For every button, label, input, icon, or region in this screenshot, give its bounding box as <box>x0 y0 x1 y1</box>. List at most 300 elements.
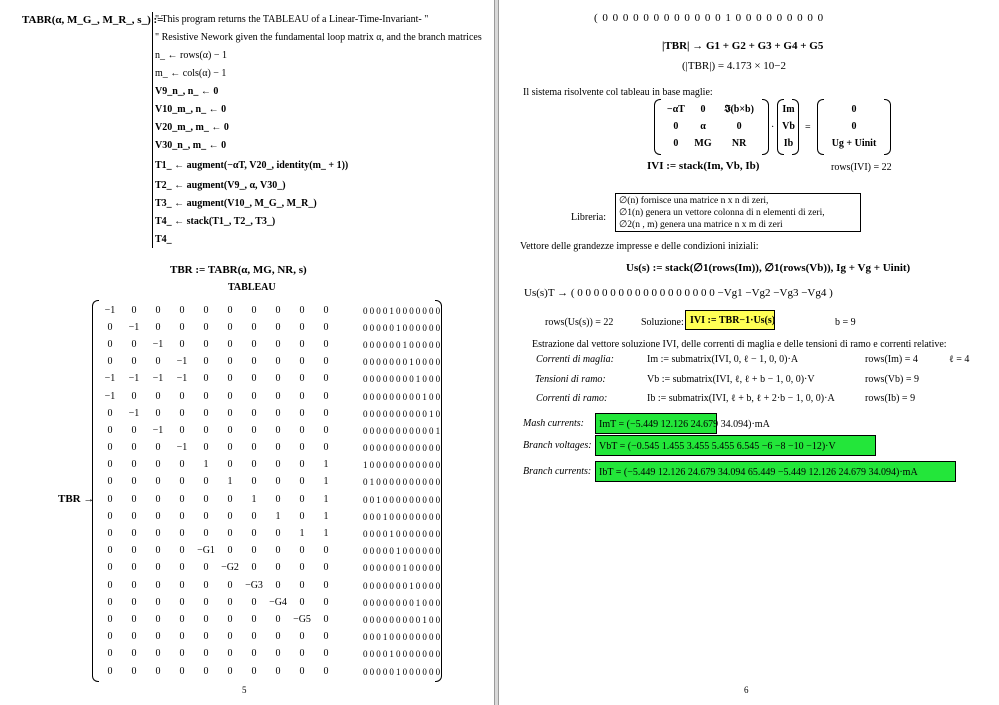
matrix-cell: 0 <box>376 580 381 591</box>
matrix-cell: 0 <box>179 613 185 625</box>
matrix-cell: 0 <box>369 443 375 454</box>
matrix-cell: 0 <box>396 305 401 316</box>
matrix-cell: 0 <box>203 321 209 333</box>
matrix-row <box>98 422 338 439</box>
matrix-cell: 0 <box>376 357 381 368</box>
matrix-cell: 0 <box>402 322 408 333</box>
matrix-cell: 0 <box>363 546 368 557</box>
matrix-cell: 0 <box>131 356 137 368</box>
matrix-cell: −G3 <box>245 579 263 591</box>
matrix-cell: 0 <box>435 357 441 368</box>
matrix-cell: 0 <box>369 408 375 419</box>
matrix-cell: 0 <box>363 632 368 643</box>
matrix-cell: 0 <box>299 562 305 574</box>
block-row <box>662 135 762 152</box>
matrix-cell: 0 <box>435 443 441 454</box>
matrix-cell: 0 <box>415 305 421 316</box>
block-matrix-cells <box>662 101 762 152</box>
matrix-cell: 0 <box>363 391 368 402</box>
matrix-row <box>362 646 441 663</box>
block-cell: α <box>700 120 706 132</box>
matrix-cell: 0 <box>155 304 161 316</box>
matrix-cell: 0 <box>369 511 375 522</box>
extract-rows-count[interactable]: rows(Vb) = 9 <box>865 374 919 385</box>
matrix-cell: 0 <box>382 305 388 316</box>
matrix-row <box>362 560 441 577</box>
page-number: 5 <box>242 685 247 695</box>
matrix-cell: 0 <box>275 579 281 591</box>
matrix-cell: 0 <box>203 356 209 368</box>
matrix-cell: 0 <box>376 425 381 436</box>
matrix-cell: 1 <box>323 476 329 488</box>
matrix-cell: −1 <box>152 424 164 436</box>
matrix-cell: 0 <box>376 666 381 677</box>
unknown-vector[interactable] <box>777 99 799 155</box>
matrix-cell: 0 <box>299 321 305 333</box>
matrix-cell: 0 <box>323 596 329 608</box>
matrix-cell: 0 <box>251 407 257 419</box>
matrix-cell: 0 <box>131 304 137 316</box>
tableau-matrix[interactable] <box>92 300 442 682</box>
matrix-cell: 0 <box>363 649 368 660</box>
matrix-cell: 0 <box>389 443 394 454</box>
page-number: 6 <box>744 685 749 695</box>
matrix-cell: 0 <box>428 374 434 385</box>
matrix-cell: 0 <box>382 374 388 385</box>
matrix-cell: 0 <box>251 631 257 643</box>
extract-expression[interactable]: Ib := submatrix(IVI, ℓ + b, ℓ + 2·b − 1, 0, 0)·A <box>647 393 835 404</box>
matrix-cell: 0 <box>299 442 305 454</box>
rhs-vector-cells <box>823 101 885 152</box>
matrix-cell: 0 <box>275 373 281 385</box>
matrix-cell: 0 <box>131 579 137 591</box>
program-line: V30_n_, m_ ← 0 <box>155 140 227 151</box>
matrix-cell: 0 <box>323 407 329 419</box>
matrix-cell: 0 <box>409 614 414 625</box>
matrix-cell: 0 <box>435 597 441 608</box>
matrix-cell: 0 <box>382 443 388 454</box>
matrix-cell: 0 <box>203 373 209 385</box>
matrix-cell: 0 <box>155 356 161 368</box>
matrix-cell: 0 <box>179 476 185 488</box>
matrix-cell: 0 <box>203 390 209 402</box>
matrix-row <box>362 336 441 353</box>
matrix-cell: 0 <box>369 425 375 436</box>
matrix-cell: 0 <box>435 529 441 540</box>
matrix-cell: 0 <box>299 596 305 608</box>
matrix-cell: 0 <box>275 407 281 419</box>
matrix-cell: 0 <box>299 665 305 677</box>
matrix-cell: 0 <box>203 407 209 419</box>
unknown-vector-cells <box>781 101 796 152</box>
matrix-cell: −G5 <box>293 613 311 625</box>
matrix-cell: 0 <box>363 477 368 488</box>
page-5 <box>0 0 494 705</box>
result-highlight[interactable] <box>595 435 876 456</box>
matrix-cell: 0 <box>376 563 381 574</box>
matrix-row <box>98 611 338 628</box>
matrix-cell: 0 <box>382 391 388 402</box>
matrix-cell: 0 <box>275 648 281 660</box>
multiply-dot: · <box>771 122 775 133</box>
matrix-cell: 0 <box>251 424 257 436</box>
matrix-cell: 0 <box>179 562 185 574</box>
matrix-cell: −G4 <box>269 596 287 608</box>
matrix-cell: 0 <box>131 528 137 540</box>
matrix-cell: 0 <box>402 443 408 454</box>
matrix-right-block <box>362 302 441 680</box>
matrix-cell: 1 <box>415 374 421 385</box>
matrix-row <box>98 543 338 560</box>
matrix-cell: 0 <box>415 580 421 591</box>
matrix-cell: 0 <box>422 425 427 436</box>
matrix-cell: 0 <box>389 511 394 522</box>
matrix-cell: 0 <box>422 649 427 660</box>
matrix-row <box>98 577 338 594</box>
matrix-cell: 0 <box>369 597 375 608</box>
determinant-value[interactable]: (|TBR|) = 4.173 × 10−2 <box>682 60 786 72</box>
matrix-cell: 0 <box>131 613 137 625</box>
matrix-cell: 0 <box>107 596 113 608</box>
matrix-cell: 0 <box>422 494 427 505</box>
matrix-cell: 0 <box>415 632 421 643</box>
matrix-cell: 0 <box>227 528 233 540</box>
matrix-cell: 0 <box>402 425 408 436</box>
matrix-cell: 0 <box>131 631 137 643</box>
matrix-cell: 0 <box>415 614 421 625</box>
matrix-cell: 0 <box>369 322 375 333</box>
matrix-cell: 0 <box>389 614 394 625</box>
matrix-cell: 0 <box>409 460 414 471</box>
tabr-function-definition[interactable]: TABR(α, M_G_, M_R_, s_) := <box>22 14 164 26</box>
matrix-cell: 0 <box>415 443 421 454</box>
matrix-row <box>362 319 441 336</box>
matrix-cell: 0 <box>369 339 375 350</box>
matrix-cell: 0 <box>227 596 233 608</box>
matrix-cell: 0 <box>389 597 394 608</box>
matrix-cell: 0 <box>363 305 368 316</box>
matrix-cell: 0 <box>435 391 441 402</box>
vector-row <box>823 135 885 152</box>
matrix-cell: 0 <box>422 443 427 454</box>
matrix-cell: 0 <box>382 580 388 591</box>
matrix-cell: 0 <box>422 322 427 333</box>
matrix-cell: 0 <box>382 322 388 333</box>
matrix-cell: 0 <box>402 460 408 471</box>
matrix-cell: 0 <box>179 321 185 333</box>
matrix-cell: 0 <box>389 391 394 402</box>
matrix-cell: 0 <box>179 338 185 350</box>
result-highlight[interactable] <box>595 413 770 434</box>
matrix-row <box>362 440 441 457</box>
matrix-cell: 0 <box>389 494 394 505</box>
matrix-row <box>362 457 441 474</box>
matrix-cell: 0 <box>275 321 281 333</box>
us-transpose[interactable]: Us(s)T → ( 0 0 0 0 0 0 0 0 0 0 0 0 0 0 0 0 0 −Vg1 −Vg2 −Vg3 −Vg4 ) <box>524 287 833 299</box>
matrix-cell: 0 <box>203 424 209 436</box>
matrix-row <box>362 577 441 594</box>
ivi-definition[interactable]: IVI := stack(Im, Vb, Ib) <box>647 160 760 172</box>
matrix-cell: 0 <box>435 580 441 591</box>
matrix-cell: 0 <box>428 649 434 660</box>
matrix-cell: 0 <box>323 390 329 402</box>
matrix-cell: 0 <box>422 511 427 522</box>
matrix-cell: 0 <box>428 477 434 488</box>
matrix-cell: 0 <box>299 459 305 471</box>
matrix-cell: 0 <box>227 338 233 350</box>
matrix-cell: 0 <box>251 545 257 557</box>
matrix-cell: 0 <box>422 374 427 385</box>
matrix-cell: 0 <box>428 322 434 333</box>
matrix-cell: 0 <box>396 614 401 625</box>
matrix-cell: 0 <box>435 494 441 505</box>
matrix-cell: 0 <box>107 338 113 350</box>
matrix-row <box>98 646 338 663</box>
matrix-cell: 1 <box>389 305 394 316</box>
matrix-row <box>98 629 338 646</box>
matrix-cell: 0 <box>131 665 137 677</box>
extract-expression[interactable]: Im := submatrix(IVI, 0, ℓ − 1, 0, 0)·A <box>647 354 799 365</box>
matrix-cell: 0 <box>227 407 233 419</box>
matrix-cell: 0 <box>203 338 209 350</box>
matrix-cell: 0 <box>251 648 257 660</box>
matrix-row <box>98 336 338 353</box>
matrix-row <box>98 319 338 336</box>
matrix-cell: 0 <box>396 391 401 402</box>
matrix-cell: 0 <box>402 580 408 591</box>
us-definition[interactable]: Us(s) := stack(∅1(rows(Im)), ∅1(rows(Vb)), Ig + Vg + Uinit) <box>626 262 911 274</box>
matrix-cell: 0 <box>107 579 113 591</box>
matrix-cell: 0 <box>415 357 421 368</box>
matrix-cell: 0 <box>275 304 281 316</box>
matrix-cell: 0 <box>422 339 427 350</box>
matrix-row <box>362 663 441 680</box>
matrix-row <box>98 388 338 405</box>
matrix-cell: 0 <box>203 613 209 625</box>
extract-expression[interactable]: Vb := submatrix(IVI, ℓ, ℓ + b − 1, 0, 0)·V <box>647 374 815 385</box>
matrix-cell: 0 <box>396 425 401 436</box>
extract-label: Tensioni di ramo: <box>535 374 606 385</box>
matrix-cell: 0 <box>369 563 375 574</box>
matrix-cell: 0 <box>422 477 427 488</box>
matrix-cell: 0 <box>409 511 414 522</box>
matrix-cell: 0 <box>396 632 401 643</box>
matrix-cell: 0 <box>435 408 441 419</box>
matrix-cell: 0 <box>409 374 414 385</box>
matrix-cell: 0 <box>376 443 381 454</box>
matrix-cell: 0 <box>131 562 137 574</box>
matrix-cell: 0 <box>382 529 388 540</box>
libreria-label: Libreria: <box>571 212 606 223</box>
matrix-cell: 0 <box>396 443 401 454</box>
matrix-cell: 0 <box>227 356 233 368</box>
rows-us[interactable]: rows(Us(s)) = 22 <box>545 317 614 328</box>
matrix-cell: 0 <box>131 338 137 350</box>
matrix-cell: 0 <box>428 391 434 402</box>
matrix-row <box>362 491 441 508</box>
matrix-cell: 0 <box>369 460 375 471</box>
matrix-cell: 0 <box>396 563 401 574</box>
vector-cell: 0 <box>851 103 857 115</box>
matrix-cell: 1 <box>227 476 233 488</box>
matrix-cell: 0 <box>376 374 381 385</box>
matrix-cell: 0 <box>251 442 257 454</box>
matrix-cell: 0 <box>323 373 329 385</box>
determinant-symbolic[interactable]: |TBR| → G1 + G2 + G3 + G4 + G5 <box>662 40 824 52</box>
vector-cell: Ib <box>783 137 794 149</box>
matrix-row <box>362 388 441 405</box>
matrix-cell: 0 <box>409 632 414 643</box>
matrix-cell: 0 <box>435 666 441 677</box>
matrix-cell: 0 <box>435 339 441 350</box>
rhs-vector[interactable] <box>817 99 891 155</box>
matrix-cell: 0 <box>376 391 381 402</box>
matrix-cell: 0 <box>402 529 408 540</box>
equals-sign: = <box>805 122 811 133</box>
matrix-row <box>362 508 441 525</box>
matrix-cell: 0 <box>422 305 427 316</box>
matrix-cell: 1 <box>389 529 394 540</box>
matrix-cell: 0 <box>323 545 329 557</box>
matrix-cell: 0 <box>389 460 394 471</box>
matrix-cell: 0 <box>402 305 408 316</box>
matrix-cell: 0 <box>179 424 185 436</box>
matrix-cell: 0 <box>363 443 368 454</box>
matrix-row <box>98 560 338 577</box>
matrix-cell: 0 <box>389 666 394 677</box>
matrix-cell: 0 <box>376 408 381 419</box>
matrix-cell: 0 <box>131 596 137 608</box>
matrix-cell: −1 <box>176 356 188 368</box>
matrix-cell: 0 <box>422 460 427 471</box>
matrix-cell: 0 <box>299 545 305 557</box>
matrix-cell: 0 <box>299 356 305 368</box>
matrix-cell: 0 <box>203 665 209 677</box>
matrix-cell: 1 <box>389 649 394 660</box>
matrix-cell: 0 <box>369 494 375 505</box>
extract-rows-count[interactable]: rows(Ib) = 9 <box>865 393 916 404</box>
vector-row <box>781 101 796 118</box>
matrix-cell: 0 <box>299 648 305 660</box>
matrix-cell: 0 <box>131 476 137 488</box>
matrix-cell: 0 <box>376 597 381 608</box>
matrix-cell: 0 <box>203 648 209 660</box>
matrix-cell: 0 <box>369 391 375 402</box>
matrix-cell: 0 <box>363 597 368 608</box>
matrix-cell: 0 <box>275 545 281 557</box>
result-highlight[interactable] <box>595 461 956 482</box>
matrix-cell: 0 <box>369 305 375 316</box>
matrix-cell: 0 <box>251 338 257 350</box>
matrix-cell: 0 <box>299 424 305 436</box>
matrix-cell: 0 <box>155 596 161 608</box>
matrix-cell: 0 <box>376 511 381 522</box>
matrix-cell: 0 <box>299 390 305 402</box>
matrix-cell: 0 <box>402 649 408 660</box>
matrix-cell: 0 <box>299 631 305 643</box>
matrix-cell: 0 <box>435 477 441 488</box>
matrix-cell: 0 <box>107 493 113 505</box>
matrix-cell: 0 <box>396 374 401 385</box>
matrix-cell: 1 <box>363 460 368 471</box>
matrix-row <box>98 440 338 457</box>
matrix-cell: 0 <box>155 648 161 660</box>
matrix-cell: 0 <box>369 546 375 557</box>
matrix-cell: 0 <box>299 338 305 350</box>
matrix-cell: 0 <box>155 613 161 625</box>
matrix-cell: 0 <box>428 666 434 677</box>
matrix-cell: −G1 <box>197 545 215 557</box>
block-matrix[interactable] <box>654 99 769 155</box>
matrix-cell: 0 <box>275 476 281 488</box>
matrix-cell: 0 <box>323 338 329 350</box>
matrix-cell: 0 <box>409 443 414 454</box>
matrix-cell: 0 <box>402 546 408 557</box>
matrix-cell: 0 <box>382 546 388 557</box>
soluzione-highlight[interactable] <box>685 310 775 330</box>
matrix-cell: 0 <box>131 648 137 660</box>
matrix-cell: 0 <box>251 665 257 677</box>
matrix-cell: 0 <box>422 357 427 368</box>
matrix-row <box>362 543 441 560</box>
matrix-cell: 0 <box>382 477 388 488</box>
matrix-cell: 0 <box>275 390 281 402</box>
matrix-cell: 0 <box>131 390 137 402</box>
matrix-cell: 0 <box>155 510 161 522</box>
ell-value[interactable]: ℓ = 4 <box>949 354 970 365</box>
extract-rows-count[interactable]: rows(Im) = 4 <box>865 354 918 365</box>
libreria-line: ∅2(n , m) genera una matrice n x m di zeri <box>619 220 783 230</box>
matrix-cell: 0 <box>415 494 421 505</box>
matrix-cell: 0 <box>251 356 257 368</box>
vector-cell: Vb <box>782 120 795 132</box>
matrix-cell: 1 <box>396 546 401 557</box>
soluzione-expression: IVI := TBR−1·Us(s) <box>690 315 776 326</box>
matrix-row <box>362 371 441 388</box>
matrix-cell: 0 <box>131 424 137 436</box>
matrix-cell: 0 <box>396 339 401 350</box>
matrix-cell: 0 <box>107 424 113 436</box>
matrix-cell: 1 <box>435 425 441 436</box>
matrix-cell: 0 <box>227 631 233 643</box>
tbr-assignment[interactable]: TBR := TABR(α, MG, NR, s) <box>170 264 307 276</box>
top-vector-row[interactable]: ( 0 0 0 0 0 0 0 0 0 0 0 0 1 0 0 0 0 0 0 0 0 0 <box>594 12 825 24</box>
block-cell: NR <box>731 137 747 149</box>
matrix-cell: 1 <box>402 563 408 574</box>
rows-ivi[interactable]: rows(IVI) = 22 <box>831 162 892 173</box>
matrix-cell: 0 <box>227 665 233 677</box>
matrix-cell: 0 <box>155 459 161 471</box>
matrix-cell: 0 <box>415 529 421 540</box>
matrix-row <box>98 508 338 525</box>
matrix-cell: 0 <box>396 460 401 471</box>
matrix-cell: 0 <box>107 665 113 677</box>
matrix-cell: 0 <box>131 493 137 505</box>
matrix-cell: 0 <box>409 425 414 436</box>
matrix-cell: 0 <box>435 614 441 625</box>
matrix-cell: 0 <box>409 408 414 419</box>
matrix-row <box>98 491 338 508</box>
matrix-cell: 0 <box>227 648 233 660</box>
b-value[interactable]: b = 9 <box>835 317 856 328</box>
matrix-cell: 0 <box>435 563 441 574</box>
matrix-cell: 0 <box>131 442 137 454</box>
matrix-cell: 0 <box>179 304 185 316</box>
matrix-cell: 0 <box>107 459 113 471</box>
block-row <box>662 118 762 135</box>
matrix-cell: 0 <box>422 666 427 677</box>
block-cell: 0 <box>700 103 706 115</box>
